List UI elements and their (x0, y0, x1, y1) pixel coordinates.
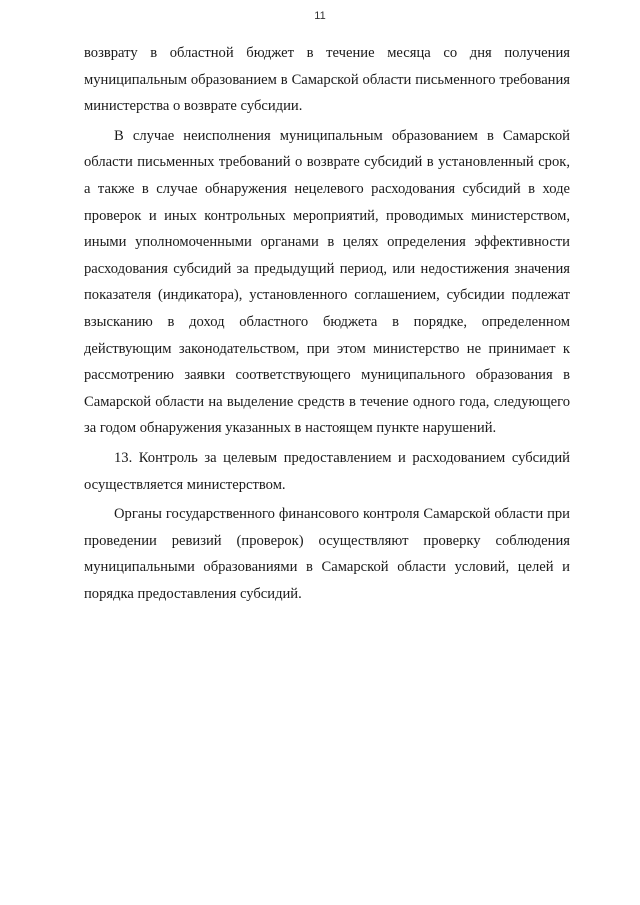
page-number: 11 (314, 10, 326, 22)
paragraph-subsidy-recovery: В случае неисполнения муниципальным образованием в Самарской области письменных требований о возврате субсидий в установленный срок, а также в случае обнаружения нецелевого расходования субсидий в ходе проверок и иных контрольных мероприятий, проводимых министерством, иными уполномоченными органами в целях определения эффективности расходования субсидий за предыдущий период, или недостижения значения показателя (индикатора), установленного соглашением, субсидии подлежат взысканию в доход областного бюджета в порядке, определенном действующим законодательством, при этом министерство не принимает к рассмотрению заявки соответствующего муниципального образования в Самарской области на выделение средств в течение одного года, следующего за годом обнаружения указанных в настоящем пункте нарушений. (84, 127, 570, 437)
paragraph-continuation: возврату в областной бюджет в течение месяца со дня получения муниципальным образованием в Самарской области письменного требования министерства о возврате субсидии. (84, 45, 570, 115)
document-body (84, 40, 570, 607)
paragraph-financial-control-bodies: Органы государственного финансового контроля Самарской области при проведении ревизий (проверок) осуществляют проверку соблюдения муниципальными образованиями в Самарской области условий, целей и порядка предоставления субсидий. (84, 506, 570, 602)
paragraph-control-clause-13: 13. Контроль за целевым предоставлением и расходованием субсидий осуществляется министерством. (84, 449, 570, 493)
